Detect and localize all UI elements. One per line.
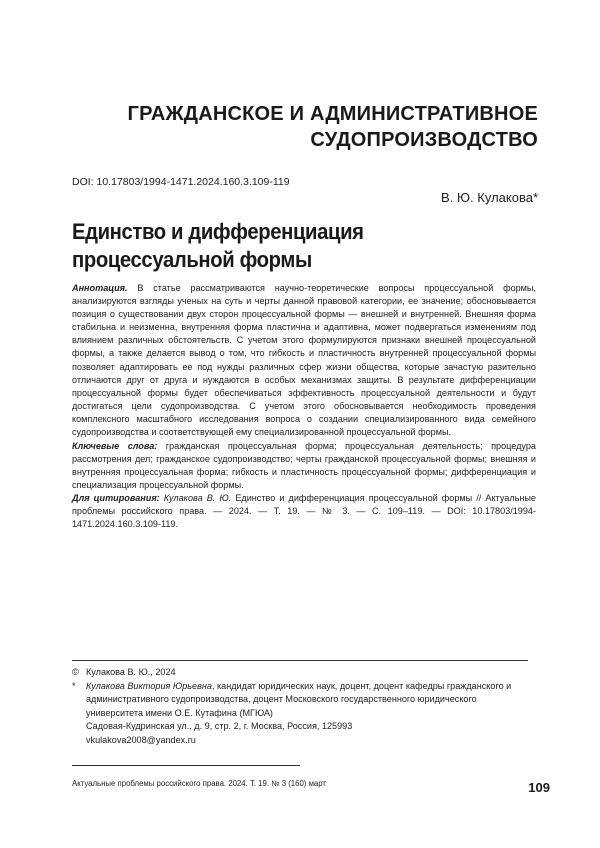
article-title	[72, 218, 495, 274]
article-title-line-2: процессуальной формы	[72, 247, 312, 272]
author-email[interactable]: vkulakova2008@yandex.ru	[86, 734, 196, 745]
author-name: В. Ю. Кулакова*	[441, 190, 538, 205]
section-heading-line-1: ГРАЖДАНСКОЕ И АДМИНИСТРАТИВНОЕ	[127, 103, 538, 125]
author-details: , кандидат юридических наук, доцент, доцент кафедры гражданского и административного судопроизводства, доцент Московского государственного юридического университета имени О.Е. Кутафина (МГЮА)	[86, 680, 512, 718]
copyright-mark: ©	[72, 667, 79, 677]
citation-label: Для цитирования:	[72, 493, 160, 503]
doi: DOI: 10.17803/1994-1471.2024.160.3.109-119	[72, 176, 290, 188]
author-note-body	[86, 680, 536, 748]
copyright-text: Кулакова В. Ю., 2024	[86, 667, 176, 677]
section-heading-line-2: СУДОПРОИЗВОДСТВО	[310, 129, 538, 151]
citation-text: Единство и дифференциация процессуальной формы // Актуальные проблемы российского права. — 2024. — Т. 19. — № 3. — С. 109–119. — DOI: 10.17803/1994-1471.2024.160.3.109-119.	[72, 493, 536, 530]
article-title-line-1: Единство и дифференциация	[72, 219, 364, 244]
abstract	[72, 282, 536, 439]
journal-footer: Актуальные проблемы российского права. 2024. Т. 19. № 3 (160) март	[72, 779, 327, 788]
author-note	[72, 680, 536, 748]
author-address: Садовая-Кудринская ул., д. 9, стр. 2, г. Москва, Россия, 125993	[86, 721, 353, 732]
footnote-divider	[72, 660, 528, 661]
footnotes	[72, 666, 536, 748]
copyright-note	[72, 666, 536, 680]
keywords-text: гражданская процессуальная форма; процессуальная деятельность; процедура рассмотрения дел; гражданское судопроизводство; черты гражданской процессуальной формы; внешняя и внутренняя процессуальная форма; гибкость и пластичность процессуальной формы; дифференциация и специализация процессуальной формы.	[72, 441, 536, 491]
author-full-name: Кулакова Виктория Юрьевна	[86, 680, 212, 691]
footer-divider	[72, 765, 300, 766]
keywords-label: Ключевые слова:	[72, 441, 158, 451]
citation	[72, 492, 536, 531]
abstract-text: В статье рассматриваются научно-теоретические вопросы процессуальной формы, анализируются взгляды ученых на суть и черты данной правовой категории, ее значение; обосновывается позиция о существовании двух сторон процессуальной формы — внешней и внутренней. Внешняя форма стабильна и неизменна, внутренняя форма пластична и адаптивна, может подвергаться изменениям под влиянием различных обстоятельств. С учетом этого формулируются признаки внешней процессуальной формы, а также делается вывод о том, что гибкость и пластичность внутренней процессуальной формы позволяет адаптировать ее под нужды различных сфер жизни общества, которые зачастую разительно отличаются друг от друга и нуждаются в особых механизмах защиты. В результате дифференциации процессуальной формы будет обеспечиваться эффективность процессуальной деятельности и будут достигаться цели судопроизводства. С учетом этого обосновывается необходимость проведения комплексного масштабного исследования вопроса о создании специализированного вида семейного судопроизводства и соответствующей ему специализированной процессуальной формы.	[72, 283, 536, 438]
abstract-label: Аннотация.	[72, 283, 128, 293]
keywords	[72, 440, 536, 492]
page-number: 109	[528, 780, 550, 795]
section-heading	[78, 101, 538, 153]
author-note-mark: *	[72, 680, 76, 691]
citation-author: Кулакова В. Ю.	[163, 493, 232, 503]
